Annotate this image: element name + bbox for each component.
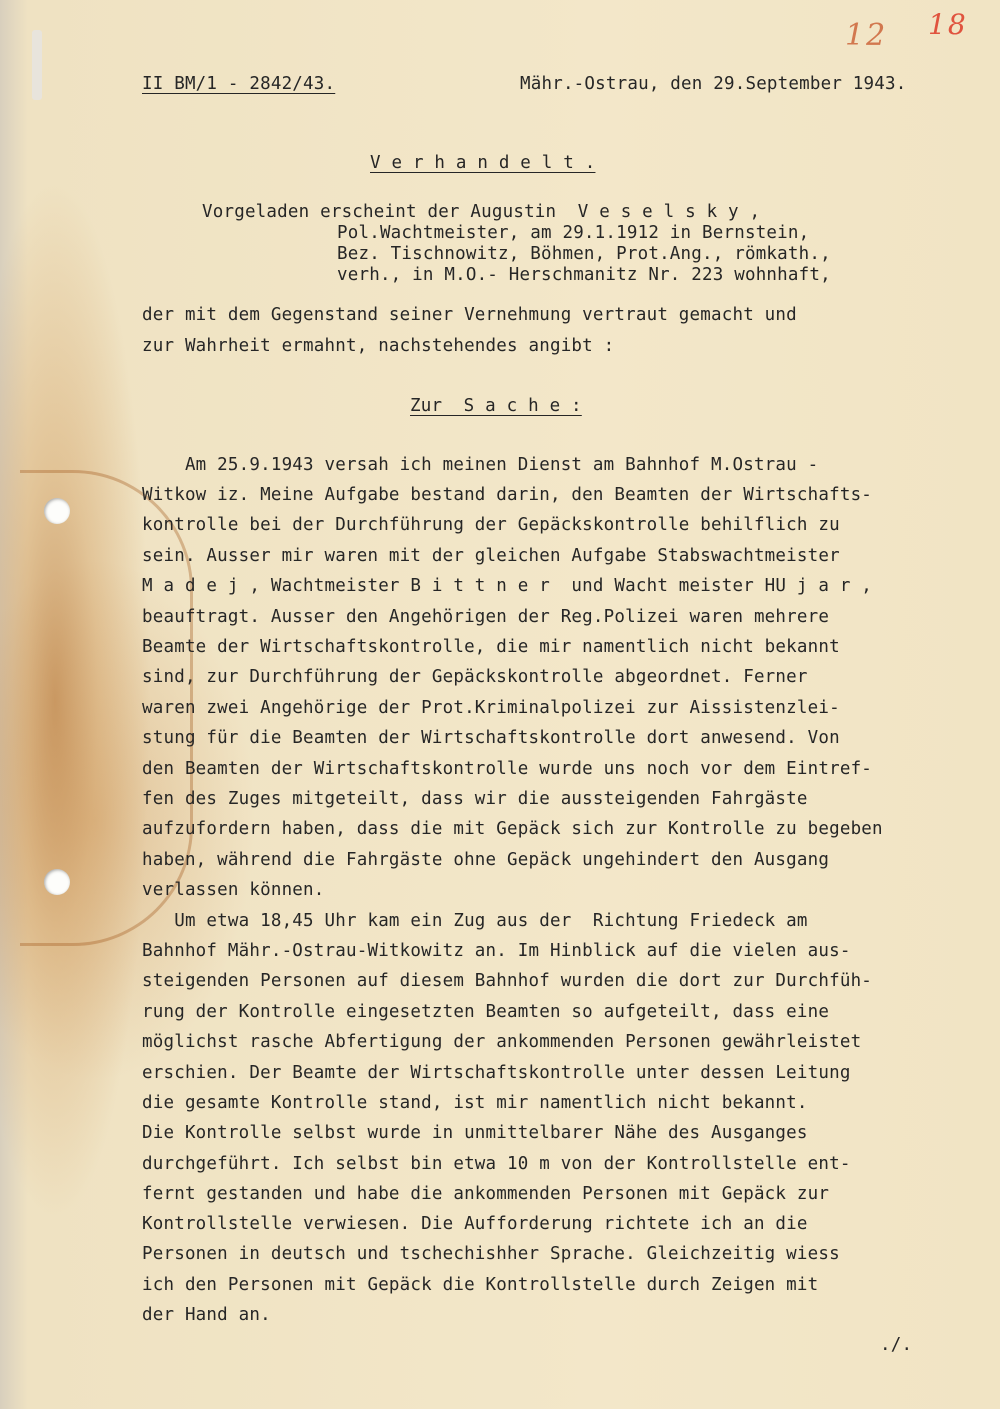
body-line: ich den Personen mit Gepäck die Kontrollstelle durch Zeigen mit [142, 1275, 819, 1295]
body-line: erschien. Der Beamte der Wirtschaftskontrolle unter dessen Leitung [142, 1063, 851, 1083]
body-line: durchgeführt. Ich selbst bin etwa 10 m von der Kontrollstelle ent- [142, 1154, 851, 1174]
body-line: Die Kontrolle selbst wurde in unmittelbarer Nähe des Ausganges [142, 1123, 808, 1143]
body-line: Beamte der Wirtschaftskontrolle, die mir namentlich nicht bekannt [142, 637, 840, 657]
body-line: sein. Ausser mir waren mit der gleichen Aufgabe Stabswachtmeister [142, 546, 840, 566]
body-line: sind, zur Durchführung der Gepäckskontrolle abgeordnet. Ferner [142, 667, 808, 687]
place-date: Mähr.-Ostrau, den 29.September 1943. [520, 74, 907, 94]
body-line: die gesamte Kontrolle stand, ist mir namentlich nicht bekannt. [142, 1093, 808, 1113]
body-line: M a d e j , Wachtmeister B i t t n e r und Wacht meister HU j a r , [142, 576, 873, 596]
admonition-line: der mit dem Gegenstand seiner Vernehmung vertraut gemacht und [142, 305, 797, 325]
document-title: V e r h a n d e l t . [370, 153, 596, 173]
continuation-mark: ./. [880, 1335, 913, 1355]
body-line: Um etwa 18,45 Uhr kam ein Zug aus der Richtung Friedeck am [142, 911, 808, 931]
body-line: Personen in deutsch und tschechishher Sprache. Gleichzeitig wiess [142, 1244, 840, 1264]
body-line: rung der Kontrolle eingesetzten Beamten so aufgeteilt, dass eine [142, 1002, 830, 1022]
punch-hole-top [44, 498, 70, 524]
body-line: kontrolle bei der Durchführung der Gepäckskontrolle behilflich zu [142, 515, 840, 535]
body-line: fen des Zuges mitgeteilt, dass wir die aussteigenden Fahrgäste [142, 789, 808, 809]
body-line: Witkow iz. Meine Aufgabe bestand darin, den Beamten der Wirtschafts- [142, 485, 873, 505]
body-line: steigenden Personen auf diesem Bahnhof wurden die dort zur Durchfüh- [142, 971, 873, 991]
body-line: stung für die Beamten der Wirtschaftskontrolle dort anwesend. Von [142, 728, 840, 748]
body-line: Kontrollstelle verwiesen. Die Aufforderung richtete ich an die [142, 1214, 808, 1234]
body-line: aufzufordern haben, dass die mit Gepäck sich zur Kontrolle zu begeben [142, 819, 883, 839]
body-line: haben, während die Fahrgäste ohne Gepäck ungehindert den Ausgang [142, 850, 830, 870]
intro-line: Vorgeladen erscheint der Augustin V e s e l s k y , [202, 202, 761, 222]
body-line: Am 25.9.1943 versah ich meinen Dienst am Bahnhof M.Ostrau - [142, 455, 819, 475]
body-line: möglichst rasche Abfertigung der ankommenden Personen gewährleistet [142, 1032, 862, 1052]
pencil-folio-number: 12 [845, 18, 888, 53]
red-folio-number: 18 [928, 8, 968, 41]
admonition-line: zur Wahrheit ermahnt, nachstehendes angibt : [142, 336, 615, 356]
intro-line: verh., in M.O.- Herschmanitz Nr. 223 wohnhaft, [337, 265, 831, 285]
section-heading: Zur S a c h e : [410, 396, 582, 416]
body-line: beauftragt. Ausser den Angehörigen der Reg.Polizei waren mehrere [142, 607, 830, 627]
punch-hole-bottom [44, 869, 70, 895]
torn-edge [32, 30, 42, 100]
body-line: verlassen können. [142, 880, 325, 900]
body-line: Bahnhof Mähr.-Ostrau-Witkowitz an. Im Hinblick auf die vielen aus- [142, 941, 851, 961]
intro-line: Bez. Tischnowitz, Böhmen, Prot.Ang., römkath., [337, 244, 831, 264]
intro-line: Pol.Wachtmeister, am 29.1.1912 in Bernstein, [337, 223, 810, 243]
body-line: den Beamten der Wirtschaftskontrolle wurde uns noch vor dem Eintref- [142, 759, 873, 779]
body-line: waren zwei Angehörige der Prot.Kriminalpolizei zur Aissistenzlei- [142, 698, 840, 718]
file-number: II BM/1 - 2842/43. [142, 74, 336, 94]
body-line: fernt gestanden und habe die ankommenden Personen mit Gepäck zur [142, 1184, 830, 1204]
body-line: der Hand an. [142, 1305, 271, 1325]
